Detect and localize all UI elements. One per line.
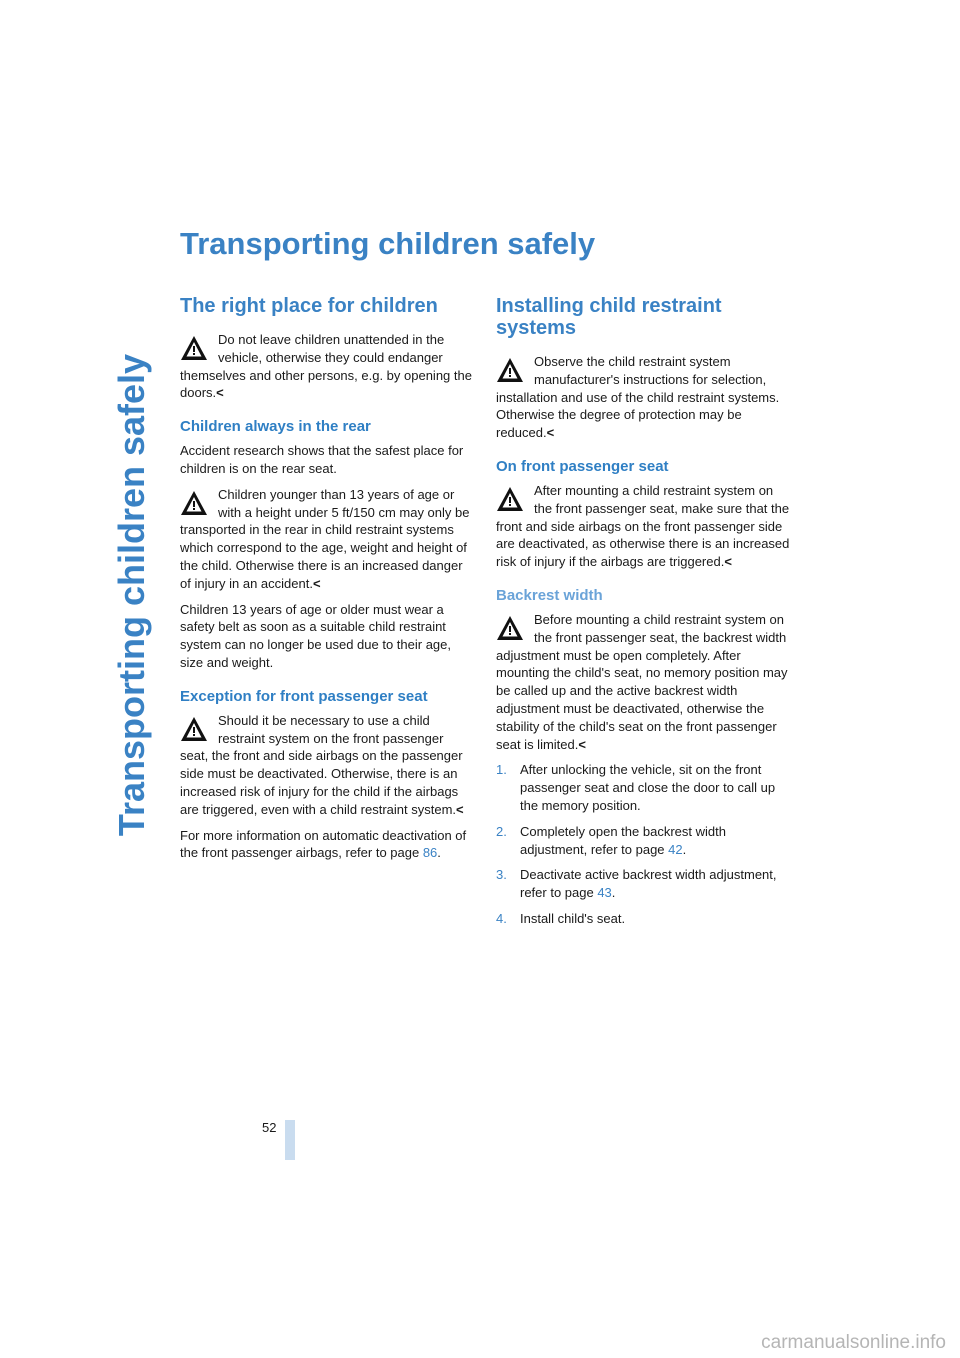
warning-text: Before mounting a child restraint system on the front passenger seat, the backrest width adjustment must be open completely. After mounting the child's seat, no memory position may be called up and the active backrest width adjustment must be deactivated, otherwise the stability of the child's seat on the front passenger seat is limited. (496, 611, 788, 752)
warning-triangle-icon (180, 490, 208, 516)
installation-steps (496, 761, 790, 927)
section-heading-installing: Installing child restraint systems (496, 295, 722, 339)
warning-text: Children younger than 13 years of age or with a height under 5 ft/150 cm may only be transported in the rear in child restraint systems which correspond to the age, weight and height of the child. Otherwise there is an increased danger of injury in an accident. (180, 486, 470, 591)
end-mark: < (546, 425, 555, 441)
warning-triangle-icon (180, 716, 208, 742)
side-section-title: Transporting children safely (111, 353, 152, 837)
end-mark: < (724, 554, 732, 570)
warning-text: Do not leave children unattended in the vehicle, otherwise they could endanger themselves and other persons, e.g. by opening the doors. (180, 332, 472, 401)
warning-note (496, 611, 790, 753)
warning-note (180, 331, 474, 402)
warning-triangle-icon (496, 486, 524, 512)
warning-note (180, 712, 474, 819)
subheading-backrest-width: Backrest width (496, 586, 603, 604)
section-heading-right-place: The right place for children (180, 295, 438, 317)
warning-triangle-icon (180, 335, 208, 361)
warning-text: Observe the child restraint system manufacturer's instructions for selection, installation and use of the child restraint systems. Otherwise the degree of protection may be reduced. (496, 354, 780, 441)
warning-note (496, 482, 790, 571)
page-link-42[interactable]: 42 (668, 841, 683, 857)
paragraph-airbag-reference: For more information on automatic deactivation of the front passenger airbags, refer to page 86. (180, 827, 467, 861)
warning-text: Should it be necessary to use a child restraint system on the front passenger seat, the front and side airbags on the passenger side must be deactivated. Otherwise, there is an increased risk of injury for the child if the airbags are triggered, even with a child restraint system. (180, 712, 463, 817)
warning-triangle-icon (496, 615, 524, 641)
subheading-exception-front: Exception for front passenger seat (180, 687, 428, 705)
end-mark: < (312, 575, 321, 591)
end-mark: < (578, 736, 586, 752)
page-link-86[interactable]: 86 (422, 845, 438, 861)
step-item: 4. Install child's seat. (496, 910, 626, 926)
right-column (496, 295, 790, 936)
end-mark: < (456, 801, 464, 817)
paragraph: Accident research shows that the safest place for children is on the rear seat. (180, 443, 464, 476)
subheading-children-rear: Children always in the rear (180, 418, 371, 436)
paragraph: Children 13 years of age or older must wear a safety belt as soon as a suitable child restraint system can no longer be used due to their age, size and weight. (180, 601, 452, 670)
step-item: 1. After unlocking the vehicle, sit on the front passenger seat and close the door to call up the memory position. (496, 762, 776, 813)
warning-triangle-icon (496, 357, 524, 383)
page-edge-bar (285, 1120, 295, 1160)
subheading-front-passenger-seat: On front passenger seat (496, 457, 669, 475)
end-mark: < (216, 385, 224, 401)
page-title: Transporting children safely (180, 226, 596, 261)
step-item: 3. Deactivate active backrest width adjustment, refer to page 43. (496, 867, 777, 901)
step-item: 2. Completely open the backrest width adjustment, refer to page 42. (496, 823, 726, 857)
left-column (180, 295, 474, 870)
warning-text: After mounting a child restraint system on the front passenger seat, make sure that the front and side airbags on the front passenger side are deactivated, as otherwise there is an increased risk of injury if the airbags are triggered. (496, 482, 790, 570)
warning-note (496, 353, 790, 442)
warning-note (180, 486, 474, 593)
page-link-43[interactable]: 43 (597, 885, 612, 901)
page-number: 52 (262, 1120, 277, 1135)
watermark: carmanualsonline.info (761, 1332, 946, 1353)
